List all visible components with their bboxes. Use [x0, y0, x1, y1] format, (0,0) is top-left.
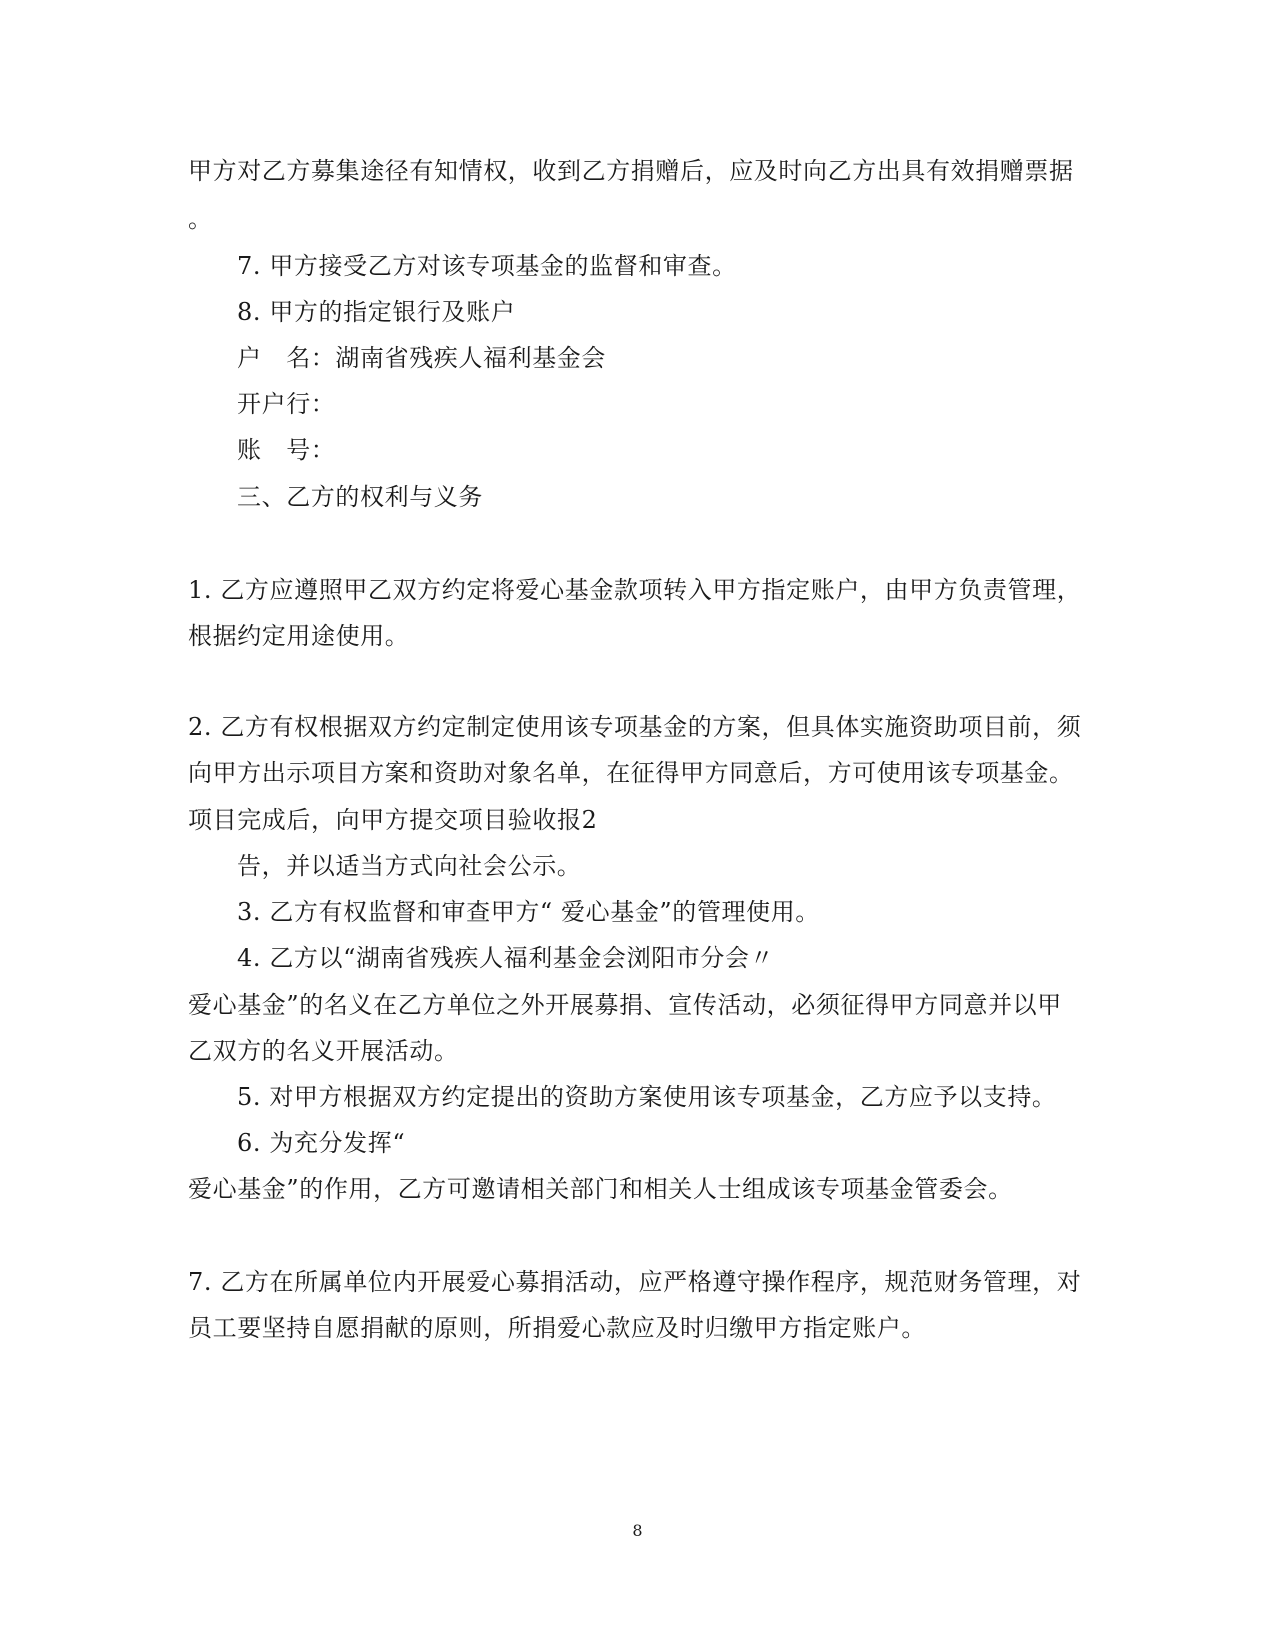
- account-name-line: 户 名：湖南省残疾人福利基金会: [237, 344, 606, 372]
- paragraph-line: 项目完成后，向甲方提交项目验收报2: [188, 806, 598, 834]
- bank-line: 开户行：: [237, 390, 336, 418]
- clause-line: 3. 乙方有权监督和审查甲方“ 爱心基金”的管理使用。: [237, 898, 820, 926]
- paragraph-line: 乙双方的名义开展活动。: [188, 1037, 459, 1065]
- clause-line: 2. 乙方有权根据双方约定制定使用该专项基金的方案，但具体实施资助项目前，须: [188, 713, 1082, 741]
- paragraph-line: 向甲方出示项目方案和资助对象名单，在征得甲方同意后，方可使用该专项基金。: [188, 759, 1074, 787]
- clause-line: 7. 甲方接受乙方对该专项基金的监督和审查。: [237, 252, 737, 280]
- clause-line: 1. 乙方应遵照甲乙双方约定将爱心基金款项转入甲方指定账户，由甲方负责管理，: [188, 576, 1082, 604]
- paragraph-line: 员工要坚持自愿捐献的原则，所捐爱心款应及时归缴甲方指定账户。: [188, 1314, 926, 1342]
- paragraph-line: 爱心基金”的名义在乙方单位之外开展募捐、宣传活动，必须征得甲方同意并以甲: [188, 991, 1062, 1019]
- account-number-line: 账 号：: [237, 436, 336, 464]
- clause-line: 4. 乙方以“湖南省残疾人福利基金会浏阳市分会〃: [237, 944, 775, 972]
- paragraph-line: 甲方对乙方募集途径有知情权，收到乙方捐赠后，应及时向乙方出具有效捐赠票据: [188, 157, 1074, 185]
- paragraph-line: 告，并以适当方式向社会公示。: [237, 852, 582, 880]
- clause-line: 8. 甲方的指定银行及账户: [237, 298, 516, 326]
- section-heading: 三、乙方的权利与义务: [237, 483, 483, 511]
- paragraph-line: 根据约定用途使用。: [188, 622, 410, 650]
- paragraph-line: 。: [188, 205, 213, 233]
- clause-line: 5. 对甲方根据双方约定提出的资助方案使用该专项基金，乙方应予以支持。: [237, 1083, 1057, 1111]
- clause-line: 7. 乙方在所属单位内开展爱心募捐活动，应严格遵守操作程序，规范财务管理，对: [188, 1268, 1082, 1296]
- paragraph-line: 爱心基金”的作用，乙方可邀请相关部门和相关人士组成该专项基金管委会。: [188, 1175, 1013, 1203]
- clause-line: 6. 为充分发挥“: [237, 1129, 406, 1157]
- page-number: 8: [632, 1521, 643, 1540]
